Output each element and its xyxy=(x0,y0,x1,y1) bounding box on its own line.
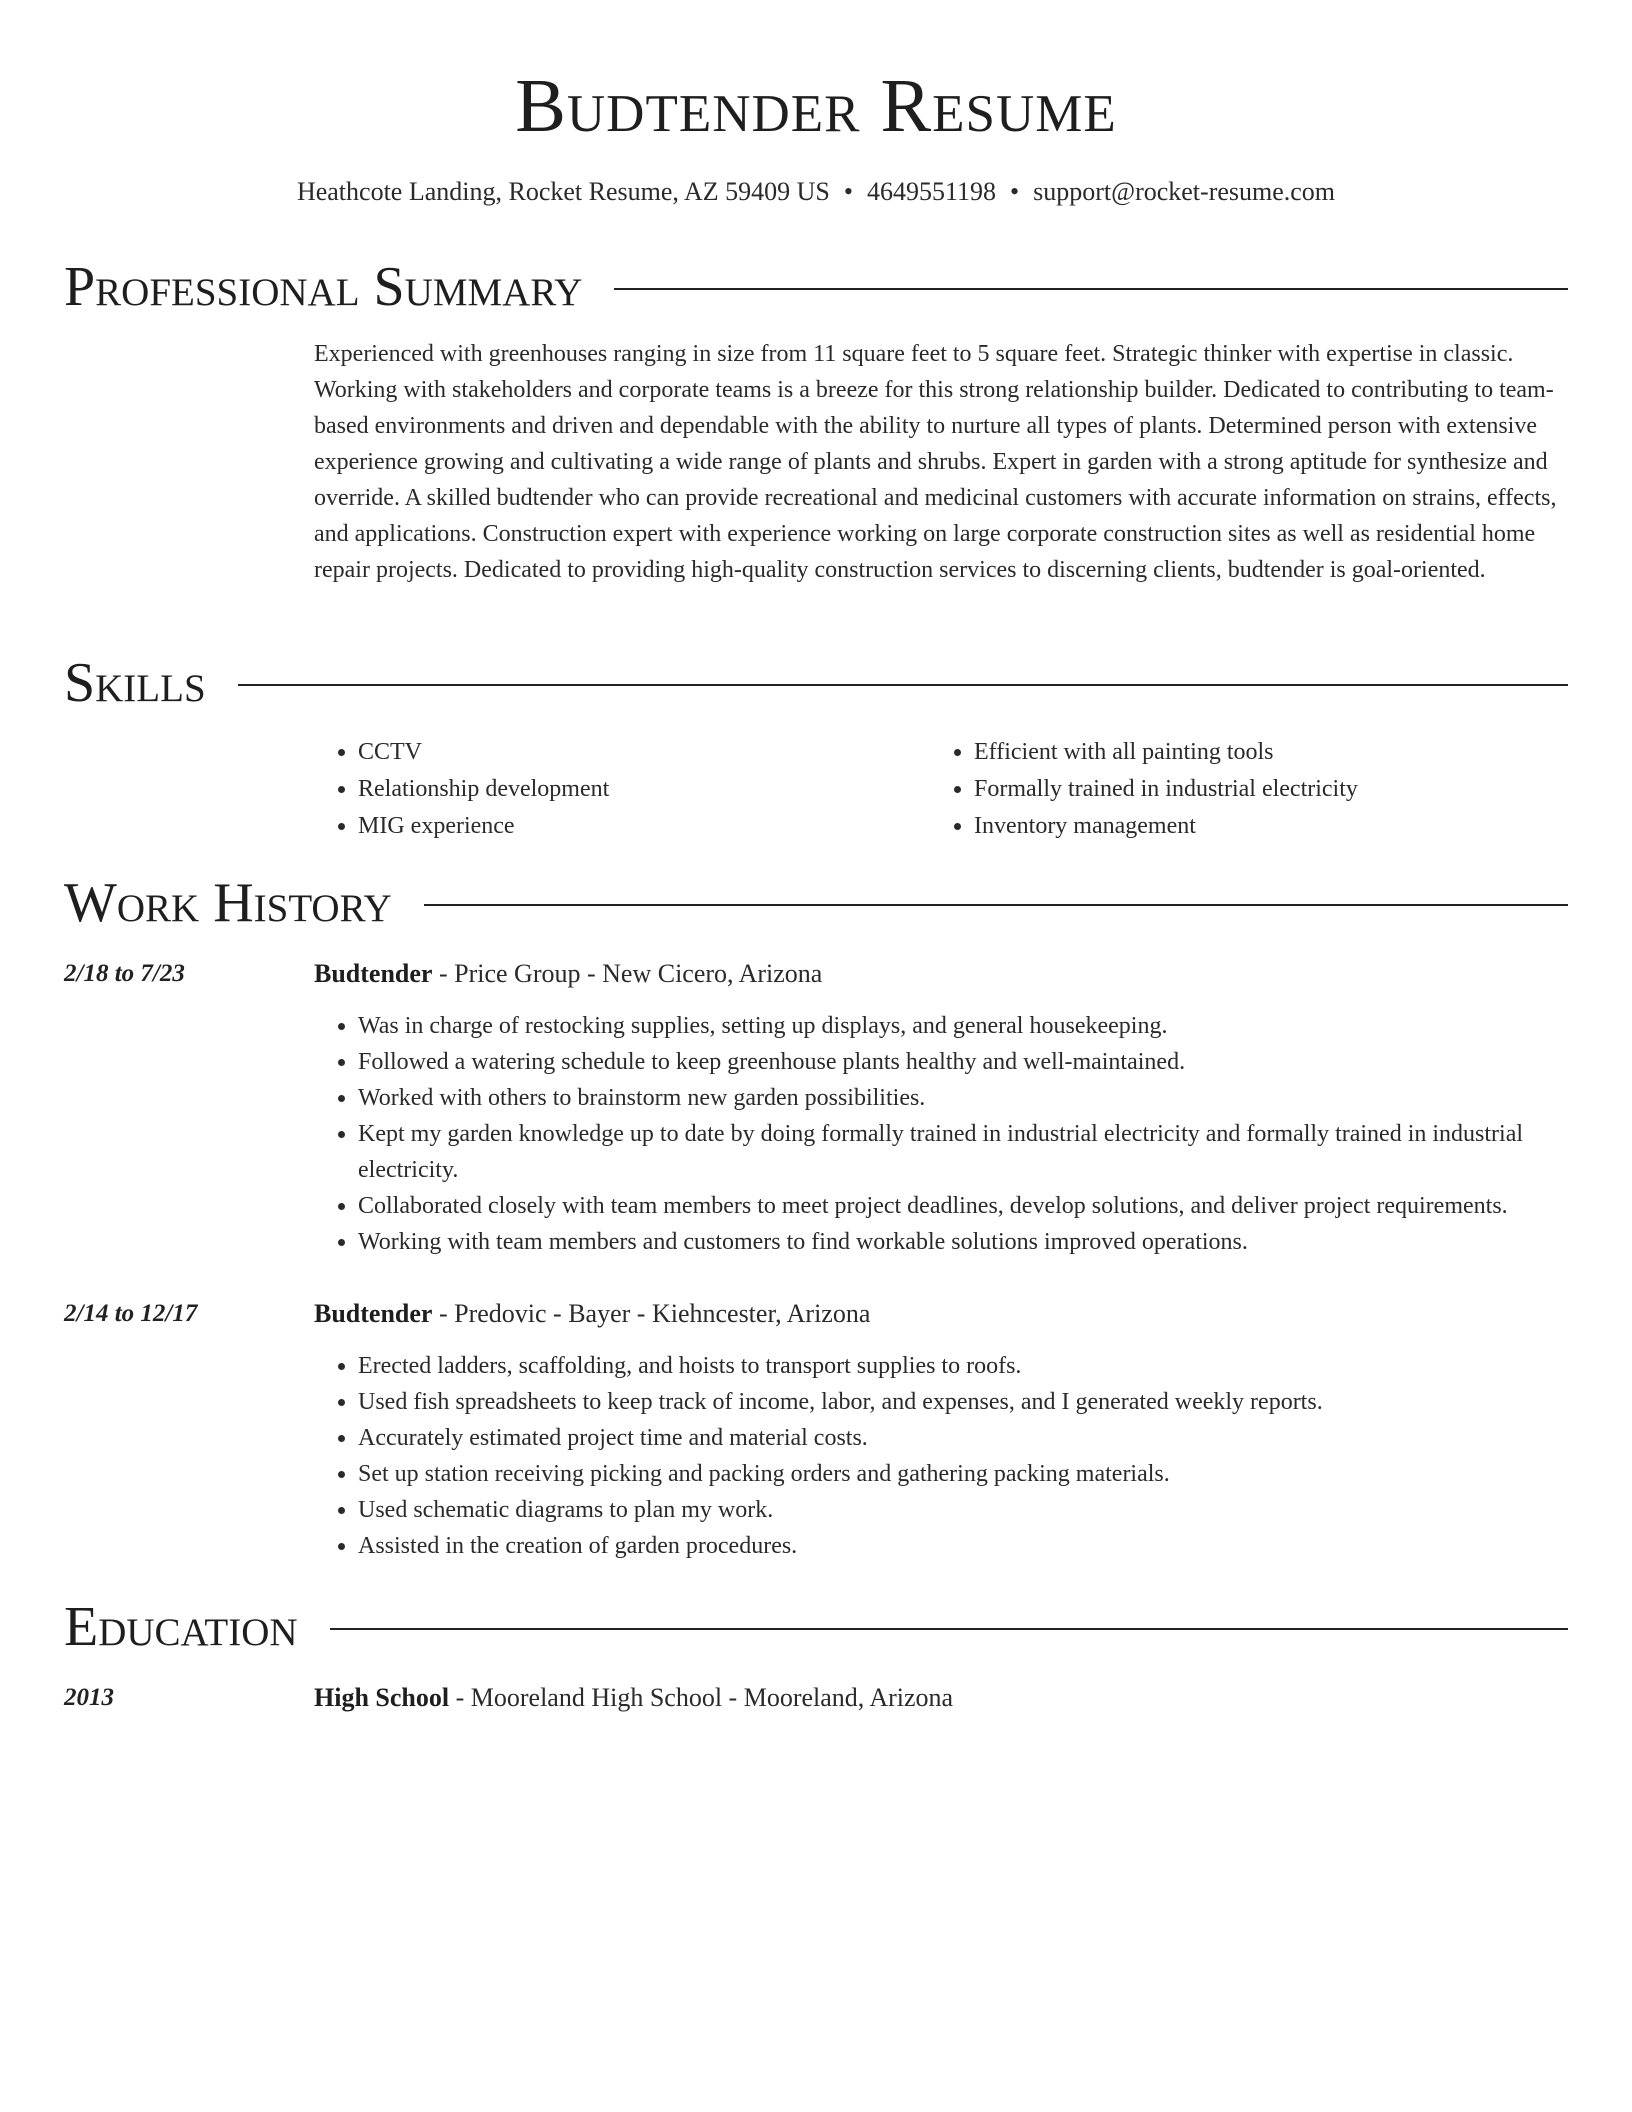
education-school-location: - Mooreland High School - Mooreland, Arizona xyxy=(449,1683,954,1712)
section-title-skills: Skills xyxy=(64,652,206,714)
job-heading xyxy=(314,1296,1568,1332)
section-divider xyxy=(238,684,1568,686)
section-divider xyxy=(614,288,1568,290)
skills-column-right xyxy=(930,734,1546,845)
education-year: 2013 xyxy=(64,1684,114,1711)
skill-item: • Formally trained in industrial electricity xyxy=(974,771,1546,808)
summary-text: Experienced with greenhouses ranging in size from 11 square feet to 5 square feet. Strategic thinker with expertise in classic. Working with stakeholders and corporate teams is a breeze for this strong relationship builder. Dedicated to contributing to team-based environments and driven and dependable with the ability to nurture all types of plants. Determined person with extensive experience growing and cultivating a wide range of plants and shrubs. Expert in garden with a strong aptitude for synthesize and override. A skilled budtender who can provide recreational and medicinal customers with accurate information on strains, effects, and applications. Construction expert with experience working on large corporate construction sites as well as residential home repair projects. Dedicated to providing high-quality construction services to discerning clients, budtender is goal-oriented. xyxy=(314,341,1557,583)
job-title: Budtender xyxy=(314,1299,433,1328)
job-bullets xyxy=(314,1348,1568,1564)
resume-title: Budtender Resume xyxy=(515,64,1117,148)
contact-line xyxy=(0,172,1632,212)
skills-column-left xyxy=(314,734,930,845)
section-header-skills xyxy=(64,648,1568,718)
skill-item: • CCTV xyxy=(358,734,930,771)
job-bullet: • Followed a watering schedule to keep greenhouse plants healthy and well-maintained. xyxy=(358,1044,1568,1080)
address: Heathcote Landing, Rocket Resume, AZ 59409 US xyxy=(296,177,830,206)
job-dates: 2/18 to 7/23 xyxy=(64,960,185,987)
job-bullets xyxy=(314,1008,1568,1260)
skill-item: • Inventory management xyxy=(974,808,1546,845)
section-header-education xyxy=(64,1592,1568,1662)
phone: 4649551198 xyxy=(866,177,997,206)
job-bullet: • Used schematic diagrams to plan my work. xyxy=(358,1492,1568,1528)
section-title-education: Education xyxy=(64,1596,298,1658)
job-employer-location: - Predovic - Bayer - Kiehncester, Arizona xyxy=(432,1299,871,1328)
job-bullet: • Worked with others to brainstorm new garden possibilities. xyxy=(358,1080,1568,1116)
skill-item: • Efficient with all painting tools xyxy=(974,734,1546,771)
job-bullet: • Used fish spreadsheets to keep track of income, labor, and expenses, and I generated weekly reports. xyxy=(358,1384,1568,1420)
job-bullet: • Assisted in the creation of garden procedures. xyxy=(358,1528,1568,1564)
section-title-work-history: Work History xyxy=(64,872,392,934)
section-divider xyxy=(424,904,1568,906)
separator: • xyxy=(843,177,853,206)
education-degree: High School xyxy=(314,1683,450,1712)
section-divider xyxy=(330,1628,1568,1630)
job-heading xyxy=(314,956,1568,992)
job-bullet: • Was in charge of restocking supplies, setting up displays, and general housekeeping. xyxy=(358,1008,1568,1044)
job-bullet: • Working with team members and customers to find workable solutions improved operations. xyxy=(358,1224,1568,1260)
email: support@rocket-resume.com xyxy=(1033,177,1336,206)
section-title-summary: Professional Summary xyxy=(64,256,583,318)
skill-item: • MIG experience xyxy=(358,808,930,845)
skill-item: • Relationship development xyxy=(358,771,930,808)
skills-list xyxy=(314,734,1568,845)
job-bullet: • Set up station receiving picking and packing orders and gathering packing materials. xyxy=(358,1456,1568,1492)
job-bullet: • Kept my garden knowledge up to date by doing formally trained in industrial electricity and formally trained in industrial electricity. xyxy=(358,1116,1568,1188)
education-heading xyxy=(314,1680,1568,1716)
job-title: Budtender xyxy=(314,959,433,988)
section-header-summary xyxy=(64,252,1568,322)
job-dates: 2/14 to 12/17 xyxy=(64,1300,198,1327)
separator: • xyxy=(1010,177,1020,206)
job-employer-location: - Price Group - New Cicero, Arizona xyxy=(432,959,823,988)
section-header-work-history xyxy=(64,868,1568,938)
job-bullet: • Erected ladders, scaffolding, and hoists to transport supplies to roofs. xyxy=(358,1348,1568,1384)
job-bullet: • Accurately estimated project time and material costs. xyxy=(358,1420,1568,1456)
job-bullet: • Collaborated closely with team members to meet project deadlines, develop solutions, and deliver project requirements. xyxy=(358,1188,1568,1224)
